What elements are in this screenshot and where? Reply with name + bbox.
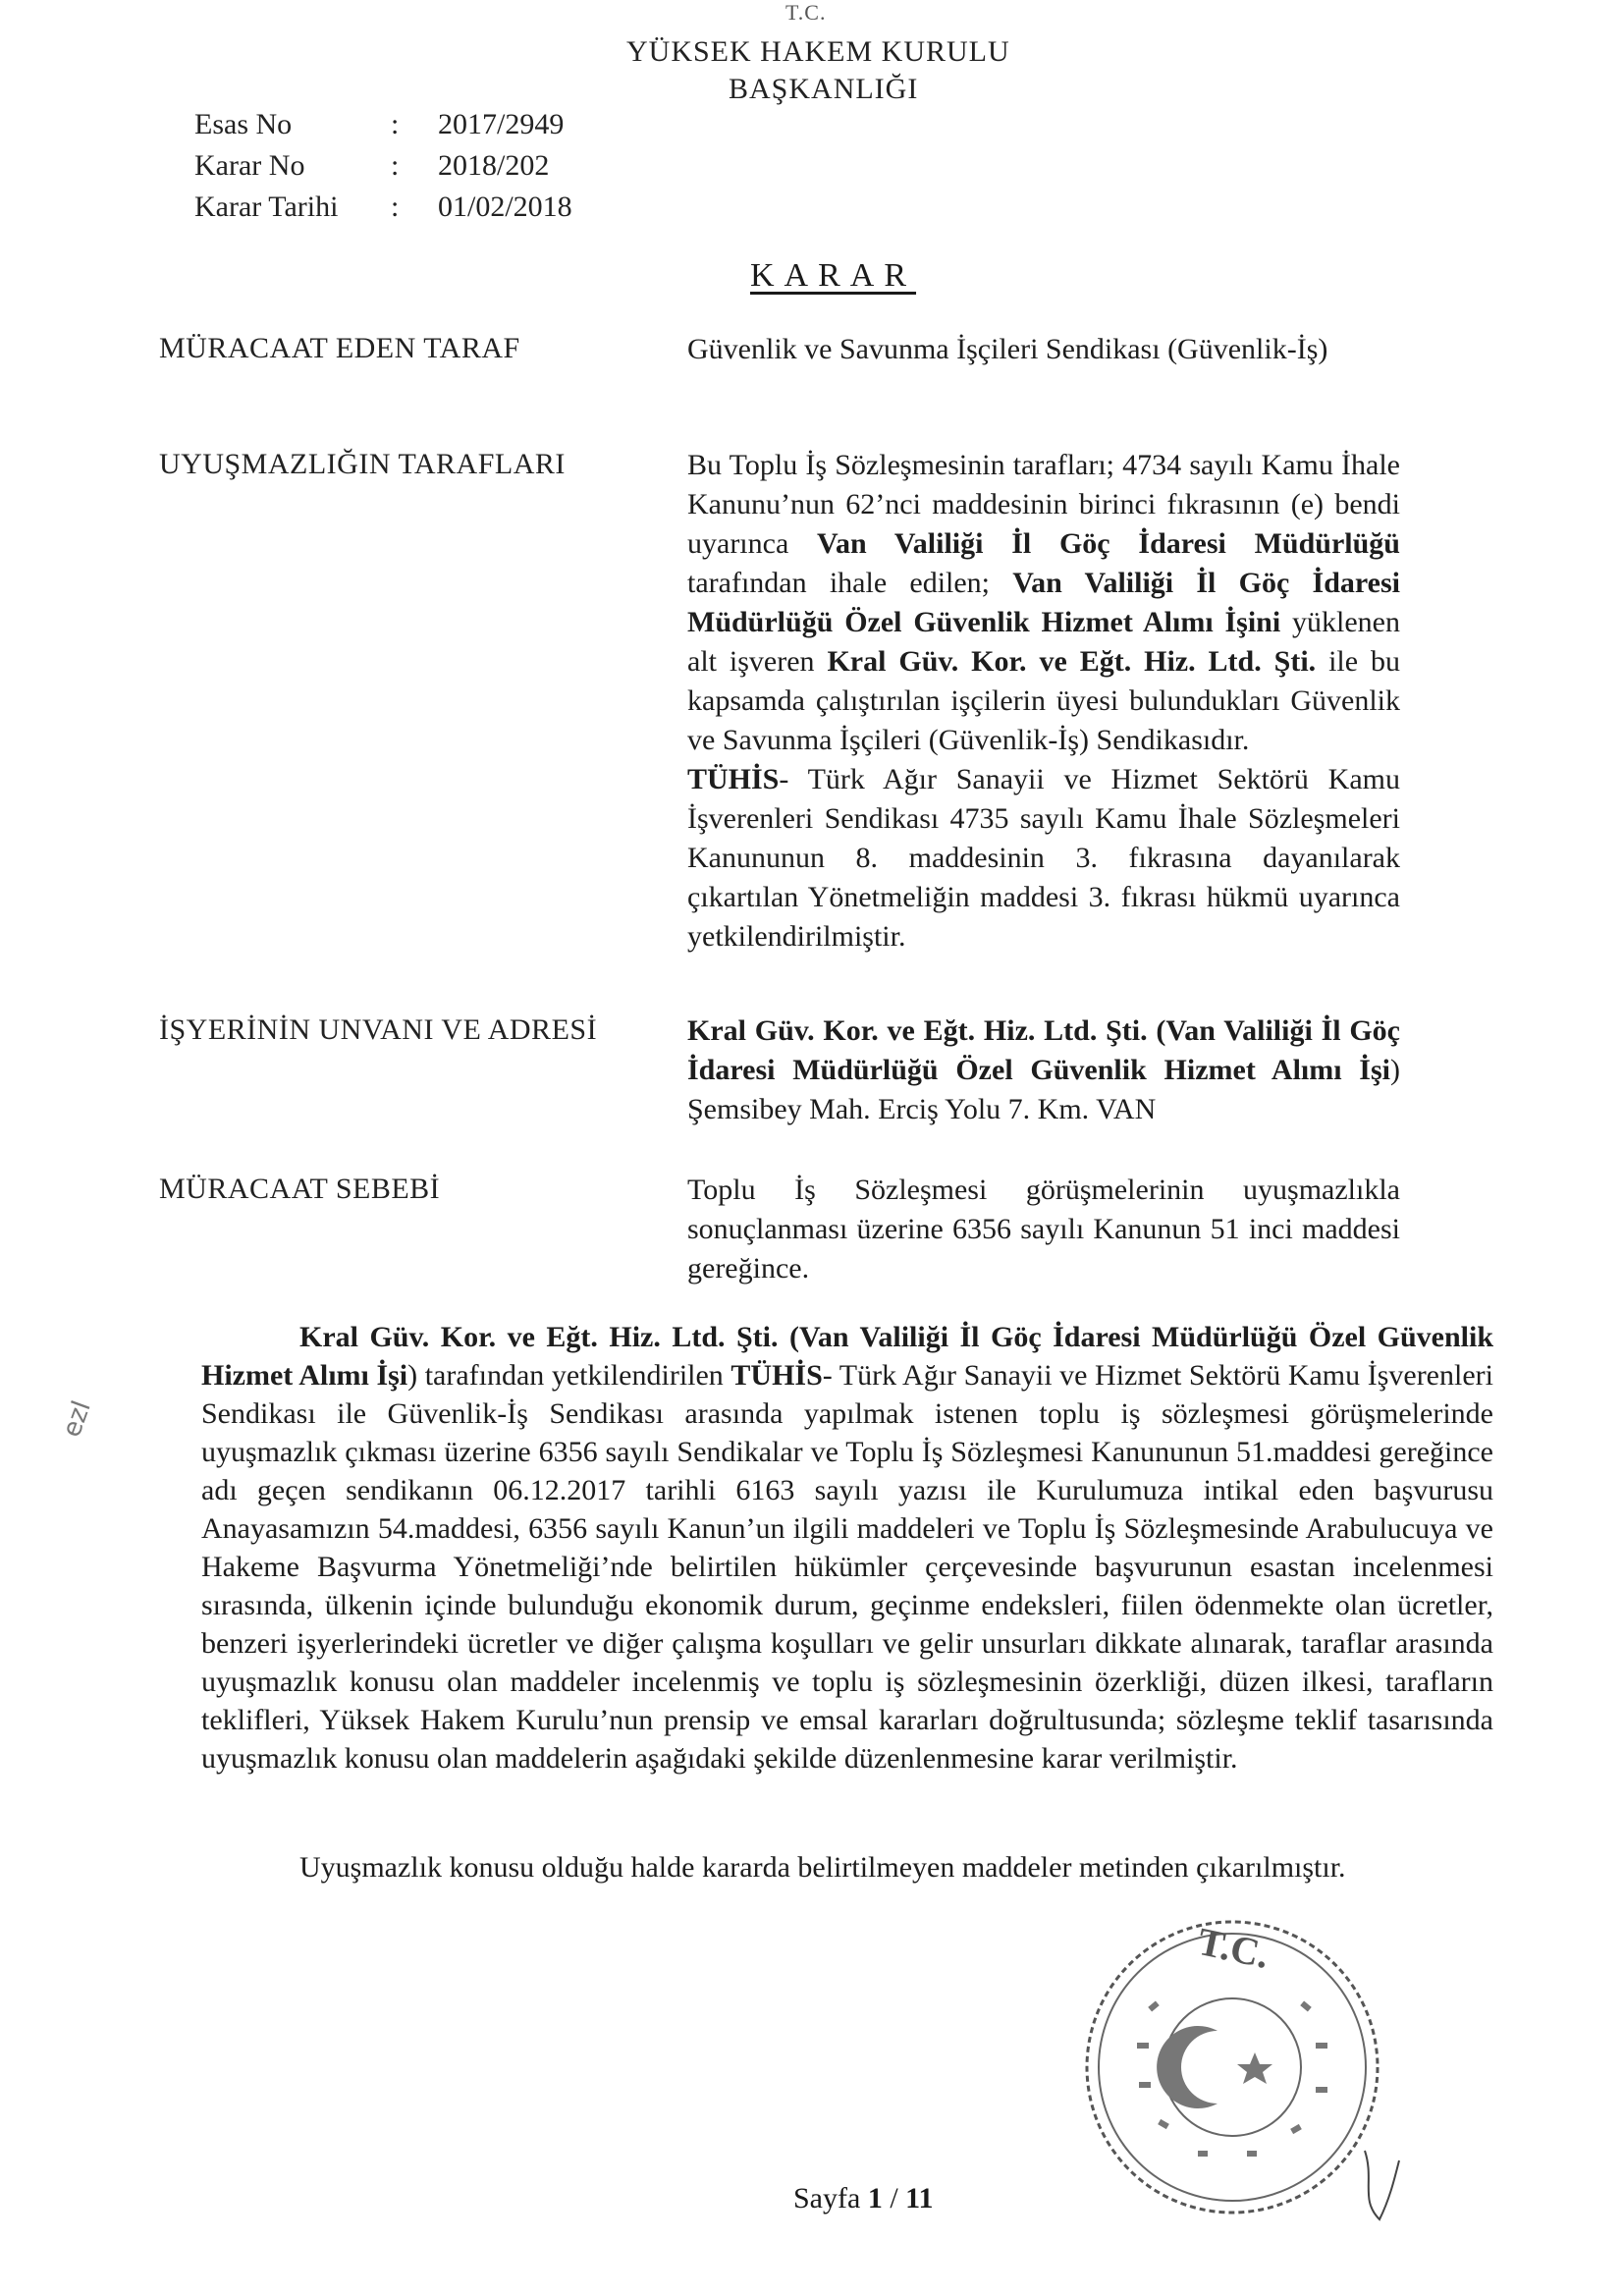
text-uyusmazlik-taraflari [687, 446, 1400, 957]
label-uyusmazlik-taraflari: UYUŞMAZLIĞIN TARAFLARI [159, 448, 566, 480]
meta-karar-no: Karar No : 2018/202 [194, 149, 550, 182]
body-paragraph-1: Kral Güv. Kor. ve Eğt. Hiz. Ltd. Şti. (Van Valiliği İl Göç İdaresi Müdürlüğü Özel Güvenlik Hizmet Alımı İşi) tarafından yetkilendirilen TÜHİS- Türk Ağır Sanayii ve Hizmet Sektörü Kamu İşverenleri Sendikası ile Güvenlik-İş Sendikası arasında yapılmak istenen toplu iş sözleşmesi görüşmelerinde uyuşmazlık çıkması üzerine 6356 sayılı Sendikalar ve Toplu İş Sözleşmesi Kanununun 51.maddesi gereğince adı geçen sendikanın 06.12.2017 tarihli 6163 sayılı yazısı ile Kurulumuza intikal eden başvurusu Anayasamızın 54.maddesi, 6356 sayılı Kanun’un ilgili maddeleri ve Toplu İş Sözleşmesinde Arabulucuya ve Hakeme Başvurma Yönetmeliği’nde belirtilen hükümler çerçevesinde başvurunun esastan incelenmesi sırasında, ülkenin içinde bulunduğu ekonomik durum, geçinme endeksleri, fiilen ödenmekte olan ücretler, benzeri işyerlerindeki ücretler ve diğer çalışma koşulları ve gelir unsurları dikkate alınarak, taraflar arasında uyuşmazlık konusu olan maddeler incelenmiş ve toplu iş sözleşmesinin özerkliği, düzen ilkesi, tarafların teklifleri, Yüksek Hakem Kurulu’nun prensip ve emsal kararları doğrultusunda; sözleşme teklif tasarısında uyuşmazlık konusu olan maddelerin aşağıdaki şekilde düzenlenmesine karar verilmiştir. [201, 1321, 1494, 1775]
header-top-fragment: T.C. [785, 0, 827, 25]
case-meta [194, 104, 572, 228]
page-number: Sayfa 1 / 11 [793, 2182, 934, 2214]
taraflar-paragraph-2: TÜHİS- Türk Ağır Sanayii ve Hizmet Sektörü Kamu İşverenleri Sendikası 4735 sayılı Kamu İhale Sözleşmeleri Kanununun 8. maddesinin 3. fıkrasına dayanılarak çıkartılan Yönetmeliğin maddesi 3. fıkrası hükmü uyarınca yetkilendirilmiştir. [687, 763, 1400, 953]
body-paragraph-2: Uyuşmazlık konusu olduğu halde kararda belirtilmeyen maddeler metinden çıkarılmıştır. [299, 1851, 1346, 1884]
meta-karar-tarihi: Karar Tarihi : 01/02/2018 [194, 191, 572, 223]
taraflar-paragraph-1: Bu Toplu İş Sözleşmesinin tarafları; 4734 sayılı Kamu İhale Kanunu’nun 62’nci maddesinin birinci fıkrasının (e) bendi uyarınca Van Valiliği İl Göç İdaresi Müdürlüğü tarafından ihale edilen; Van Valiliği İl Göç İdaresi Müdürlüğü Özel Güvenlik Hizmet Alımı İşini yüklenen alt işveren Kral Güv. Kor. ve Eğt. Hiz. Ltd. Şti. ile bu kapsamda çalıştırılan işçilerin üyesi bulundukları Güvenlik ve Savunma İşçileri (Güvenlik-İş) Sendikasıdır. [687, 449, 1400, 756]
document-title: KARAR [750, 257, 917, 294]
seal-center-text: T.C. [1194, 1918, 1273, 1978]
text-muracaat-sebebi: Toplu İş Sözleşmesi görüşmelerinin uyuşmazlıkla sonuçlanması üzerine 6356 sayılı Kanunun 51 inci maddesi gereğince. [687, 1174, 1400, 1285]
institution-name: YÜKSEK HAKEM KURULU [626, 35, 1010, 68]
institution-subtitle: BAŞKANLIĞI [729, 73, 919, 105]
margin-handwritten-note: ezl [57, 1396, 97, 1442]
label-muracaat-sebebi: MÜRACAAT SEBEBİ [159, 1173, 441, 1205]
label-muracaat-eden: MÜRACAAT EDEN TARAF [159, 332, 520, 364]
signature-icon [1355, 2141, 1414, 2229]
official-seal [1080, 1915, 1384, 2219]
label-isyeri-unvan-adres: İŞYERİNİN UNVANI VE ADRESİ [159, 1013, 598, 1046]
text-muracaat-eden: Güvenlik ve Savunma İşçileri Sendikası (Güvenlik-İş) [687, 333, 1328, 365]
text-isyeri-unvan-adres: Kral Güv. Kor. ve Eğt. Hiz. Ltd. Şti. (Van Valiliği İl Göç İdaresi Müdürlüğü Özel Güvenlik Hizmet Alımı İşi) Şemsibey Mah. Erciş Yolu 7. Km. VAN [687, 1014, 1400, 1125]
meta-esas-no: Esas No : 2017/2949 [194, 108, 565, 140]
